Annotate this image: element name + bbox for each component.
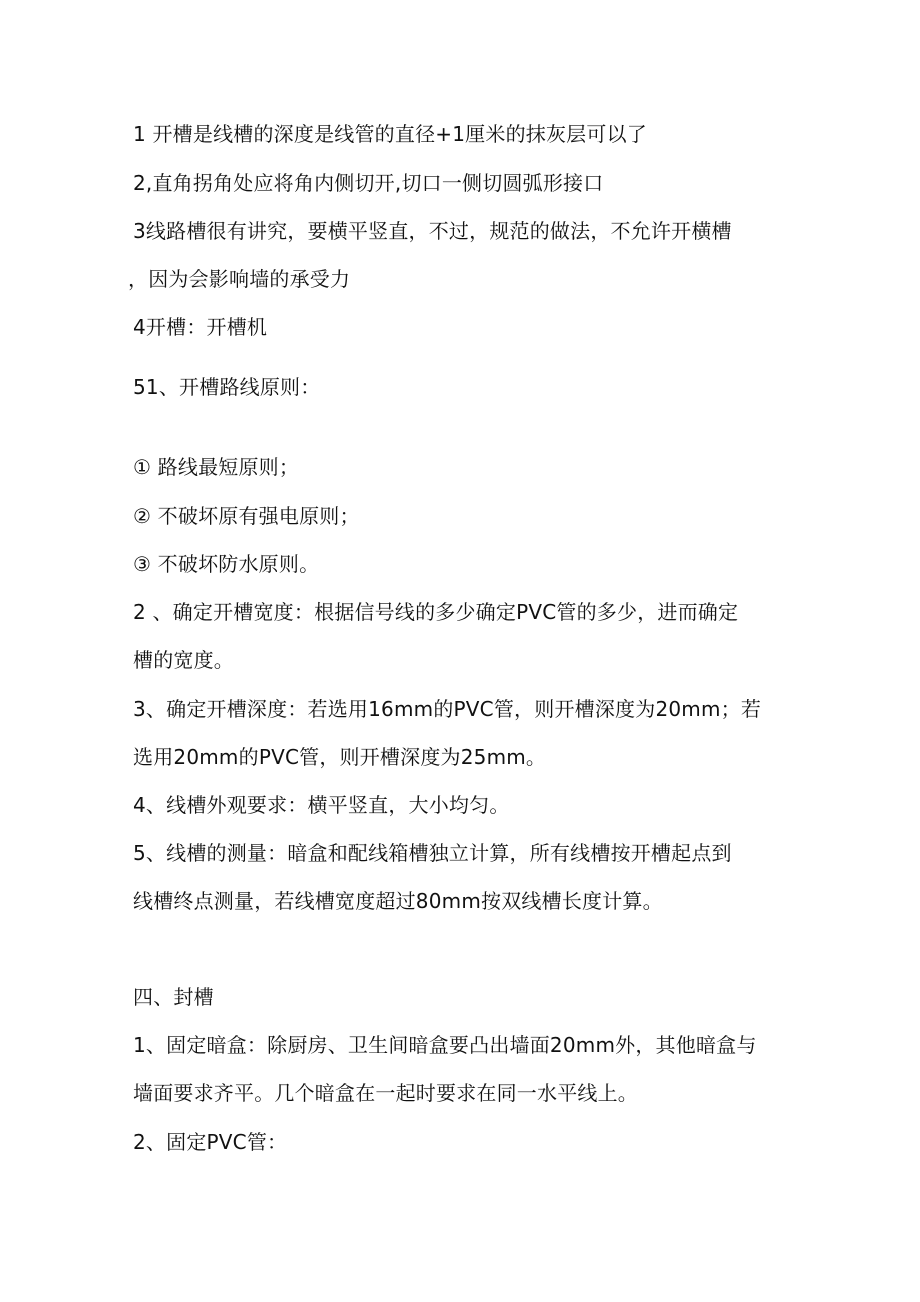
text-line-8: ② 不破坏原有强电原则； [133, 504, 360, 528]
text-line-1: 1 开槽是线槽的深度是线管的直径+1厘米的抹灰层可以了 [133, 122, 647, 146]
text-line-13: 选用20mm的PVC管，则开槽深度为25mm。 [133, 745, 547, 769]
text-line-5: 4开槽：开槽机 [133, 315, 268, 339]
text-line-4: ，因为会影响墙的承受力 [128, 267, 351, 291]
text-line-19: 墙面要求齐平。几个暗盒在一起时要求在同一水平线上。 [133, 1081, 638, 1105]
text-line-18: 1、固定暗盒：除厨房、卫生间暗盒要凸出墙面20mm外，其他暗盒与 [133, 1033, 757, 1057]
text-line-2: 2,直角拐角处应将角内侧切开,切口一侧切圆弧形接口 [133, 171, 604, 195]
text-line-14: 4、线槽外观要求：横平竖直，大小均匀。 [133, 793, 510, 817]
section-heading: 四、封槽 [133, 985, 214, 1009]
text-line-12: 3、确定开槽深度：若选用16mm的PVC管，则开槽深度为20mm；若 [133, 697, 762, 721]
text-line-10: 2 、确定开槽宽度：根据信号线的多少确定PVC管的多少，进而确定 [133, 600, 739, 624]
text-line-3: 3线路槽很有讲究，要横平竖直，不过，规范的做法，不允许开横槽 [133, 219, 732, 243]
text-line-6: 51、开槽路线原则： [133, 375, 321, 399]
text-line-15: 5、线槽的测量：暗盒和配线箱槽独立计算，所有线槽按开槽起点到 [133, 841, 732, 865]
text-line-7: ① 路线最短原则； [133, 455, 300, 479]
text-line-9: ③ 不破坏防水原则。 [133, 552, 320, 576]
text-line-20: 2、固定PVC管： [133, 1130, 288, 1154]
text-line-11: 槽的宽度。 [133, 648, 234, 672]
text-line-16: 线槽终点测量，若线槽宽度超过80mm按双线槽长度计算。 [133, 889, 663, 913]
